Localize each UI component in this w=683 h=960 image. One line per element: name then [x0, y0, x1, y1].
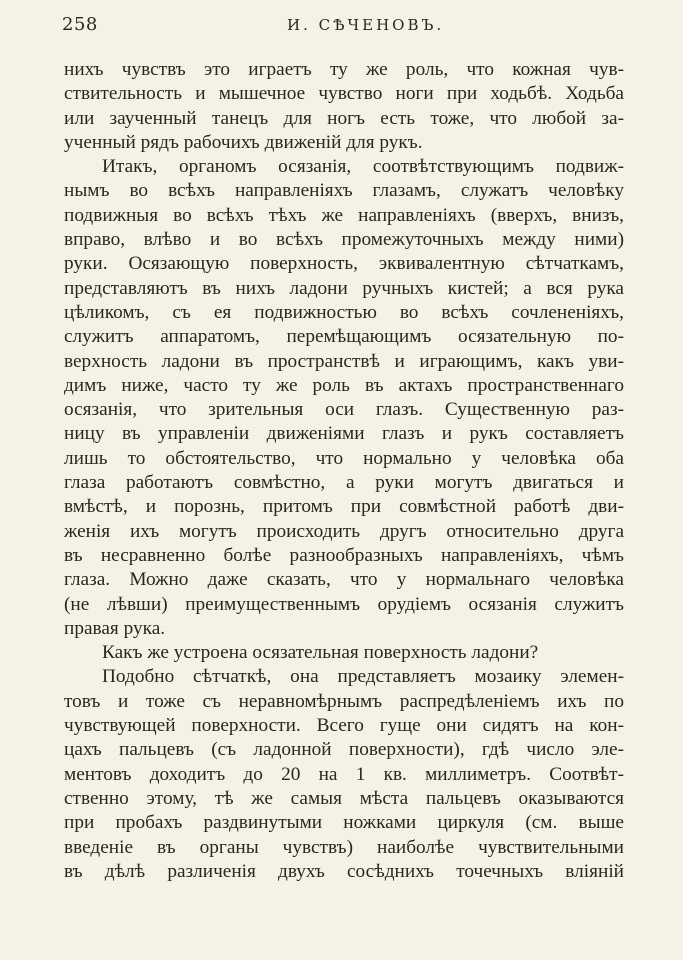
text-line: верхность ладони въ пространствѣ и играющимъ, какъ уви- [64, 350, 624, 372]
text-line: Итакъ, органомъ осязанія, соотвѣтствующимъ подвиж- [102, 156, 624, 178]
text-line: (не лѣвши) преимущественнымъ орудіемъ осязанія служитъ [64, 593, 624, 615]
text-line: глаза. Можно даже сказать, что у нормальнаго человѣка [64, 569, 624, 591]
text-line: Подобно сѣтчаткѣ, она представляетъ мозаику элемен- [102, 666, 624, 688]
text-line: ствительность и мышечное чувство ноги при ходьбѣ. Ходьба [64, 83, 624, 105]
text-line: ментовъ доходитъ до 20 на 1 кв. миллиметръ. Соотвѣт- [64, 763, 624, 785]
text-line: ницу въ управленіи движеніями глазъ и рукъ составляетъ [64, 423, 624, 445]
text-line: цѣликомъ, съ ея подвижностью во всѣхъ сочлененіяхъ, [64, 301, 624, 323]
text-line: чувствующей поверхности. Всего гуще они сидятъ на кон- [64, 715, 624, 737]
page-number: 258 [62, 14, 98, 35]
text-line: лишь то обстоятельство, что нормально у человѣка оба [64, 447, 624, 469]
text-line: подвижныя во всѣхъ тѣхъ же направленіяхъ (вверхъ, внизъ, [64, 204, 624, 226]
text-line: глаза работаютъ совмѣстно, а руки могутъ двигаться и [64, 472, 624, 494]
text-line: товъ и тоже съ неравномѣрнымъ распредѣленіемъ ихъ по [64, 690, 624, 712]
text-line: при пробахъ раздвинутыми ножками циркуля (см. выше [64, 812, 624, 834]
text-line: представляютъ въ нихъ ладони ручныхъ кистей; а вся рука [64, 277, 624, 299]
text-line: женія ихъ могутъ происходить другъ относительно друга [64, 520, 624, 542]
text-line: нымъ во всѣхъ направленіяхъ глазамъ, служатъ человѣку [64, 180, 624, 202]
text-line: служитъ аппаратомъ, перемѣщающимъ осязательную по- [64, 326, 624, 348]
body-text [64, 58, 624, 884]
text-line: руки. Осязающую поверхность, эквивалентную сѣтчаткамъ, [64, 253, 624, 275]
text-line: вправо, влѣво и во всѣхъ промежуточныхъ между ними) [64, 229, 624, 251]
text-line: вмѣстѣ, и порознь, притомъ при совмѣстной работѣ дви- [64, 496, 624, 518]
text-line: или заученный танецъ для ногъ есть тоже, что любой за- [64, 107, 624, 129]
text-line: ственно этому, тѣ же самыя мѣста пальцевъ оказываются [64, 787, 624, 809]
text-line: введеніе въ органы чувствъ) наиболѣе чувствительными [64, 836, 624, 858]
text-line: ученный рядъ рабочихъ движеній для рукъ. [64, 131, 423, 153]
text-line: цахъ пальцевъ (съ ладонной поверхности), гдѣ число эле- [64, 739, 624, 761]
text-line: въ несравненно болѣе разнообразныхъ направленіяхъ, чѣмъ [64, 544, 624, 566]
text-line: правая рука. [64, 617, 166, 639]
text-line: осязанія, что зрительныя оси глазъ. Существенную раз- [64, 399, 624, 421]
page-header [62, 14, 622, 42]
text-line: нихъ чувствъ это играетъ ту же роль, что кожная чув- [64, 59, 624, 80]
text-line: Какъ же устроена осязательная поверхность ладони? [102, 642, 539, 664]
running-head: И. СѢЧЕНОВЪ. [287, 16, 445, 34]
text-line: въ дѣлѣ различенія двухъ сосѣднихъ точечныхъ вліяній [64, 860, 624, 882]
text-line: димъ ниже, часто ту же роль въ актахъ пространственнаго [64, 374, 624, 396]
